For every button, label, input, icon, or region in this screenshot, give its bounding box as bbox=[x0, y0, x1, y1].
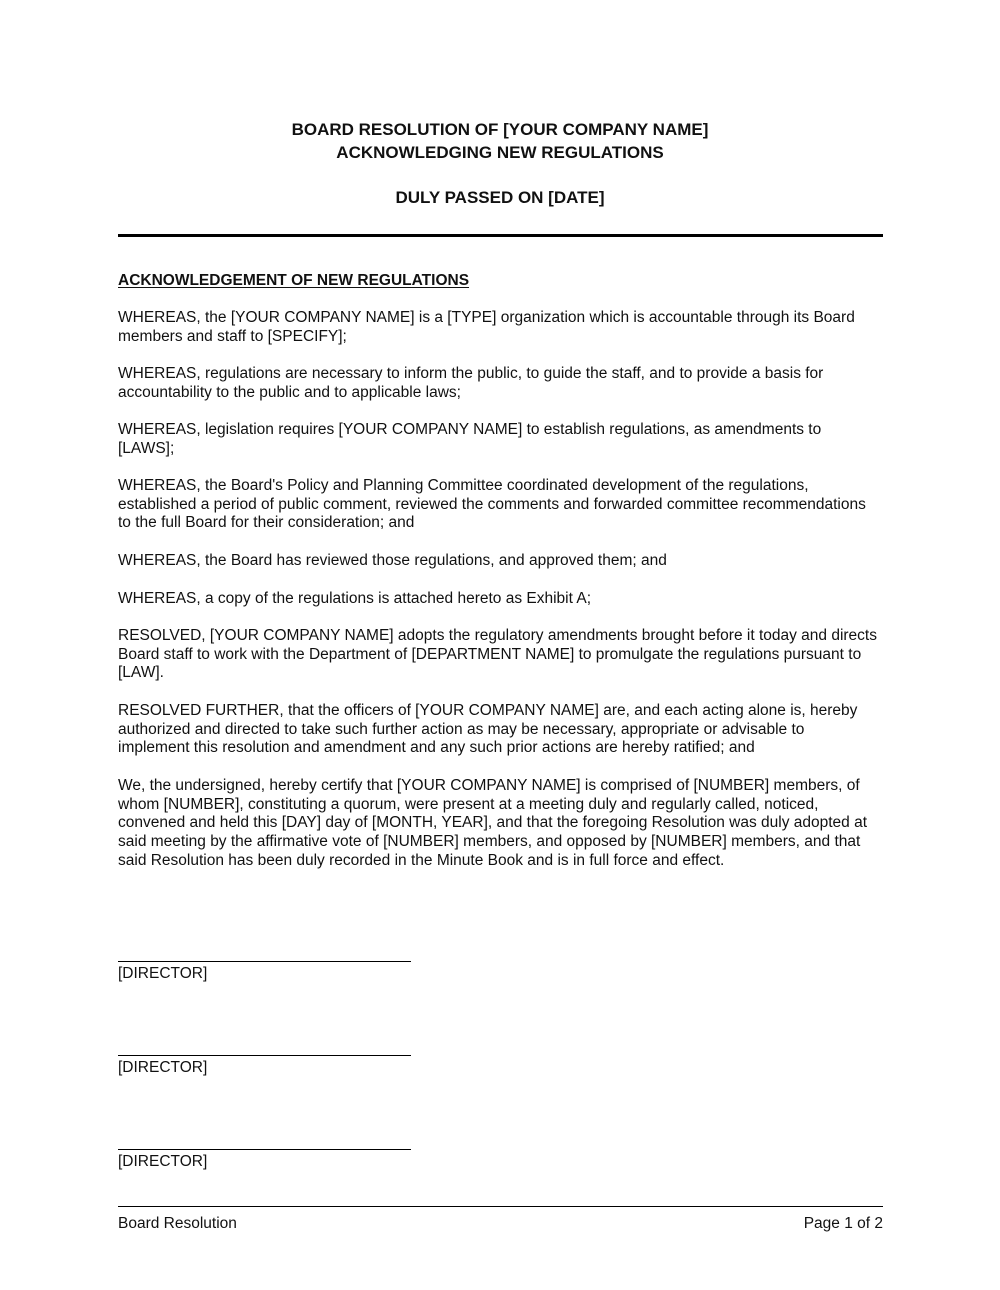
paragraph-certification: We, the undersigned, hereby certify that [YOUR COMPANY NAME] is comprised of [NUMBER] members, of whom [NUMBER], constituting a quorum, were present at a meeting duly and regularly called, noticed, convened and held this [DAY] day of [MONTH, YEAR], and that the foregoing Resolution was duly adopted at said meeting by the affirmative vote of [NUMBER] members, and opposed by [NUMBER] members, and that said Resolution has been duly recorded in the Minute Book and is in full force and effect. bbox=[118, 777, 868, 869]
header-divider bbox=[118, 234, 883, 237]
paragraph-resolved: RESOLVED, [YOUR COMPANY NAME] adopts the regulatory amendments brought before it today and directs Board staff to work with the Department of [DEPARTMENT NAME] to promulgate the regulations pursuant to [LAW]. bbox=[118, 627, 877, 682]
passed-on-date: DULY PASSED ON [DATE] bbox=[395, 188, 605, 207]
signature-label: [DIRECTOR] bbox=[118, 1059, 208, 1076]
signature-label: [DIRECTOR] bbox=[118, 965, 208, 982]
paragraph-whereas-1: WHEREAS, the [YOUR COMPANY NAME] is a [TYPE] organization which is accountable through its Board members and staff to [SPECIFY]; bbox=[118, 309, 855, 345]
footer-page-number: Page 1 of 2 bbox=[803, 1215, 883, 1232]
paragraph-whereas-3: WHEREAS, legislation requires [YOUR COMPANY NAME] to establish regulations, as amendments to [LAWS]; bbox=[118, 421, 822, 457]
document-title-line1: BOARD RESOLUTION OF [YOUR COMPANY NAME] bbox=[291, 120, 709, 139]
paragraph-whereas-2: WHEREAS, regulations are necessary to inform the public, to guide the staff, and to provide a basis for accountability to the public and to applicable laws; bbox=[118, 365, 824, 401]
paragraph-whereas-6: WHEREAS, a copy of the regulations is attached hereto as Exhibit A; bbox=[118, 590, 591, 607]
paragraph-resolved-further: RESOLVED FURTHER, that the officers of [YOUR COMPANY NAME] are, and each acting alone is, hereby authorized and directed to take such further action as may be necessary, appropriate or advisable to implement this resolution and amendment and any such prior actions are hereby ratified; and bbox=[118, 702, 858, 757]
document-title-line2: ACKNOWLEDGING NEW REGULATIONS bbox=[336, 143, 664, 162]
signature-label: [DIRECTOR] bbox=[118, 1153, 208, 1170]
footer-document-name: Board Resolution bbox=[118, 1215, 237, 1232]
signature-line bbox=[118, 1149, 411, 1150]
footer-divider bbox=[118, 1206, 883, 1207]
paragraph-whereas-5: WHEREAS, the Board has reviewed those regulations, and approved them; and bbox=[118, 552, 667, 569]
signature-line bbox=[118, 961, 411, 962]
signature-line bbox=[118, 1055, 411, 1056]
section-heading: ACKNOWLEDGEMENT OF NEW REGULATIONS bbox=[118, 272, 470, 289]
paragraph-whereas-4: WHEREAS, the Board's Policy and Planning Committee coordinated development of the regulations, established a period of public comment, reviewed the comments and forwarded committee recommendations to the full Board for their consideration; and bbox=[118, 477, 866, 532]
